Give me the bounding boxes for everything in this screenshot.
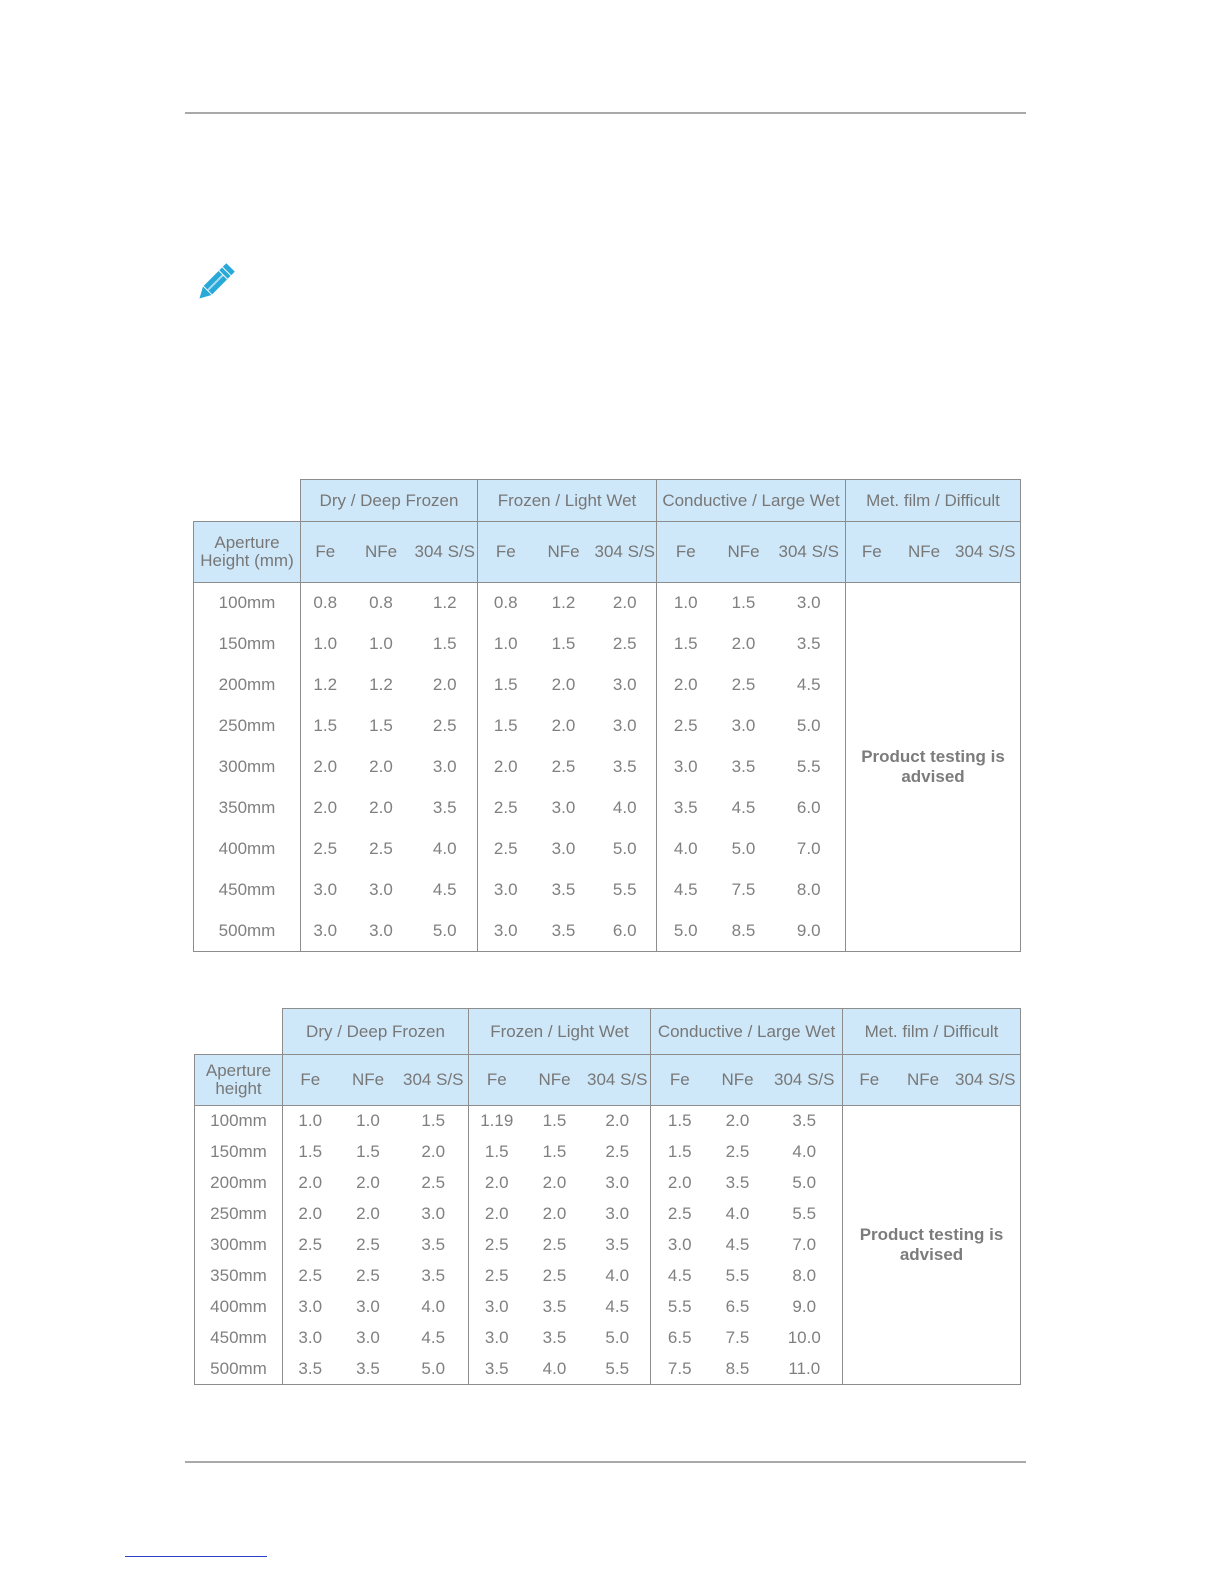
- row-label: 350mm: [194, 788, 301, 829]
- cell: 5.5: [594, 870, 657, 911]
- group-header: Dry / Deep Frozen: [283, 1009, 469, 1055]
- column-header: 304 S/S: [951, 1055, 1021, 1106]
- cell: 3.5: [534, 911, 594, 952]
- table-row: [195, 1106, 1021, 1137]
- cell: 1.0: [493, 634, 518, 653]
- cell: 4.0: [399, 1292, 469, 1323]
- cell: 7.5: [731, 880, 756, 899]
- cell: 3.5: [283, 1354, 338, 1385]
- cell: 3.0: [298, 1297, 323, 1316]
- cell: 5.5: [767, 1199, 843, 1230]
- column-header: NFe: [350, 522, 413, 583]
- row-label: 250mm: [195, 1199, 283, 1230]
- cell: 2.0: [731, 634, 756, 653]
- cell: 5.0: [399, 1354, 469, 1385]
- cell: 4.5: [773, 665, 846, 706]
- row-label: 150mm: [195, 1137, 283, 1168]
- cell: 2.5: [551, 757, 576, 776]
- row-label: 300mm: [194, 747, 301, 788]
- group-header: Conductive / Large Wet: [651, 1009, 843, 1055]
- cell: 7.0: [767, 1230, 843, 1261]
- cell: 2.5: [731, 675, 756, 694]
- cell: 0.8: [313, 593, 338, 613]
- cell: 5.0: [594, 829, 657, 870]
- cell: 4.5: [667, 1266, 692, 1285]
- cell: 3.0: [369, 880, 393, 899]
- column-header: 304 S/S: [585, 1055, 651, 1106]
- cell: 4.5: [731, 798, 756, 817]
- cell: 8.0: [767, 1261, 843, 1292]
- cell: 2.0: [551, 716, 576, 735]
- cell: 1.5: [667, 1142, 692, 1161]
- cell: 2.5: [542, 1266, 567, 1285]
- cell: 2.5: [542, 1235, 567, 1254]
- column-header: 304 S/S: [773, 522, 846, 583]
- cell: 1.5: [369, 716, 393, 735]
- cell: 1.0: [313, 634, 338, 653]
- cell: 3.0: [356, 1297, 380, 1316]
- cell: 2.5: [356, 1235, 380, 1254]
- footer-underline: [125, 1556, 267, 1557]
- cell: 3.5: [542, 1328, 567, 1347]
- cell: 2.0: [551, 675, 576, 694]
- row-label: 200mm: [194, 665, 301, 706]
- cell: 3.0: [356, 1328, 380, 1347]
- cell: 1.0: [673, 593, 698, 613]
- cell: 3.0: [585, 1199, 651, 1230]
- cell: 1.0: [356, 1111, 380, 1131]
- cell: 3.5: [725, 1173, 750, 1192]
- column-header: NFe: [534, 522, 594, 583]
- cell: 2.5: [313, 839, 338, 858]
- cell: 3.0: [731, 716, 756, 735]
- cell: 2.5: [484, 1266, 509, 1285]
- cell: 3.5: [673, 798, 698, 817]
- cell: 3.5: [767, 1106, 843, 1137]
- product-testing-note: Product testing is advised: [846, 583, 1021, 952]
- cell: 4.0: [725, 1204, 750, 1223]
- column-header: NFe: [338, 1055, 399, 1106]
- cell: 2.0: [585, 1106, 651, 1137]
- cell: 3.0: [551, 798, 576, 817]
- column-header: Fe: [478, 522, 534, 583]
- cell: 4.5: [585, 1292, 651, 1323]
- cell: 2.0: [484, 1173, 509, 1192]
- cell: 3.5: [399, 1230, 469, 1261]
- cell: 7.0: [773, 829, 846, 870]
- cell: 8.5: [715, 911, 773, 952]
- cell: 9.0: [773, 911, 846, 952]
- cell: 3.5: [585, 1230, 651, 1261]
- cell: 7.5: [725, 1328, 750, 1347]
- aperture-header: Aperture height: [195, 1055, 283, 1106]
- cell: 1.5: [493, 716, 518, 735]
- column-header: Fe: [843, 1055, 896, 1106]
- cell: 3.0: [313, 880, 338, 899]
- cell: 3.0: [413, 747, 478, 788]
- cell: 10.0: [767, 1323, 843, 1354]
- cell: 2.0: [594, 583, 657, 624]
- row-label: 400mm: [195, 1292, 283, 1323]
- group-header: Dry / Deep Frozen: [301, 480, 478, 522]
- cell: 3.0: [673, 757, 698, 776]
- cell: 2.5: [484, 1235, 509, 1254]
- cell: 2.0: [356, 1173, 380, 1192]
- cell: 2.0: [725, 1111, 750, 1131]
- cell: 5.0: [731, 839, 756, 858]
- cell: 1.5: [542, 1142, 567, 1161]
- column-header: NFe: [715, 522, 773, 583]
- cell: 4.0: [767, 1137, 843, 1168]
- group-header: Conductive / Large Wet: [657, 480, 846, 522]
- cell: 1.5: [542, 1111, 567, 1131]
- cell: 4.5: [399, 1323, 469, 1354]
- cell: 3.5: [773, 624, 846, 665]
- cell: 1.5: [313, 716, 338, 735]
- cell: 1.5: [673, 634, 698, 653]
- cell: 2.0: [484, 1204, 509, 1223]
- row-label: 200mm: [195, 1168, 283, 1199]
- cell: 2.0: [369, 798, 393, 817]
- cell: 2.5: [725, 1142, 750, 1161]
- group-header: Met. film / Difficult: [846, 480, 1021, 522]
- cell: 3.0: [585, 1168, 651, 1199]
- cell: 3.5: [551, 880, 576, 899]
- cell: 9.0: [767, 1292, 843, 1323]
- cell: 5.0: [773, 706, 846, 747]
- header-rule: [185, 112, 1026, 114]
- cell: 1.0: [298, 1111, 323, 1131]
- cell: 1.5: [399, 1106, 469, 1137]
- cell: 2.0: [298, 1204, 323, 1223]
- cell: 6.0: [594, 911, 657, 952]
- cell: 3.0: [667, 1235, 692, 1254]
- cell: 2.0: [673, 675, 698, 694]
- row-label: 500mm: [194, 911, 301, 952]
- table-row: [194, 583, 1021, 624]
- cell: 5.5: [585, 1354, 651, 1385]
- cell: 4.5: [725, 1235, 750, 1254]
- cell: 2.0: [356, 1204, 380, 1223]
- cell: 1.2: [313, 675, 338, 694]
- cell: 6.5: [725, 1297, 750, 1316]
- column-header: Fe: [283, 1055, 338, 1106]
- cell: 2.5: [356, 1266, 380, 1285]
- column-header: Fe: [469, 1055, 525, 1106]
- cell: 3.5: [413, 788, 478, 829]
- cell: 4.5: [673, 880, 698, 899]
- cell: 1.2: [413, 583, 478, 624]
- cell: 2.5: [298, 1235, 323, 1254]
- cell: 5.5: [725, 1266, 750, 1285]
- cell: 2.5: [673, 716, 698, 735]
- column-header: NFe: [709, 1055, 767, 1106]
- cell: 5.0: [585, 1323, 651, 1354]
- cell: 1.5: [493, 675, 518, 694]
- row-label: 250mm: [194, 706, 301, 747]
- cell: 2.5: [585, 1137, 651, 1168]
- cell: 7.5: [651, 1354, 709, 1385]
- cell: 5.0: [413, 911, 478, 952]
- cell: 2.0: [399, 1137, 469, 1168]
- group-header: Met. film / Difficult: [843, 1009, 1021, 1055]
- cell: 3.0: [594, 665, 657, 706]
- cell: 4.0: [413, 829, 478, 870]
- cell: 3.5: [338, 1354, 399, 1385]
- cell: 1.5: [298, 1142, 323, 1161]
- column-header: 304 S/S: [594, 522, 657, 583]
- cell: 2.0: [542, 1173, 567, 1192]
- cell: 3.5: [594, 747, 657, 788]
- cell: 4.0: [585, 1261, 651, 1292]
- cell: 1.5: [356, 1142, 380, 1161]
- cell: 1.2: [551, 593, 576, 613]
- sensitivity-table-2: [194, 1008, 1021, 1385]
- cell: 0.8: [369, 593, 393, 613]
- cell: 3.5: [731, 757, 756, 776]
- cell: 3.5: [399, 1261, 469, 1292]
- row-label: 450mm: [194, 870, 301, 911]
- row-label: 100mm: [195, 1106, 283, 1137]
- cell: 2.0: [369, 757, 393, 776]
- cell: 6.5: [667, 1328, 692, 1347]
- row-label: 100mm: [194, 583, 301, 624]
- aperture-header: Aperture Height (mm): [194, 522, 301, 583]
- group-header: Frozen / Light Wet: [469, 1009, 651, 1055]
- cell: 3.5: [542, 1297, 567, 1316]
- footer-rule: [185, 1461, 1026, 1463]
- column-header: NFe: [896, 1055, 951, 1106]
- cell: 3.0: [594, 706, 657, 747]
- row-label: 350mm: [195, 1261, 283, 1292]
- column-header: NFe: [898, 522, 951, 583]
- column-header: 304 S/S: [413, 522, 478, 583]
- cell: 2.5: [369, 839, 393, 858]
- cell: 3.0: [298, 1328, 323, 1347]
- product-testing-note: Product testing is advised: [843, 1106, 1021, 1385]
- cell: 2.0: [493, 757, 518, 776]
- cell: 3.0: [399, 1199, 469, 1230]
- cell: 8.5: [709, 1354, 767, 1385]
- corner-blank: [194, 480, 301, 522]
- cell: 1.5: [484, 1142, 509, 1161]
- column-header: 304 S/S: [767, 1055, 843, 1106]
- cell: 6.0: [773, 788, 846, 829]
- sensitivity-table-1: [193, 479, 1021, 952]
- cell: 5.5: [773, 747, 846, 788]
- cell: 2.5: [399, 1168, 469, 1199]
- cell: 2.5: [493, 839, 518, 858]
- cell: 2.0: [313, 757, 338, 776]
- cell: 3.0: [478, 911, 534, 952]
- column-header: Fe: [301, 522, 350, 583]
- column-header: 304 S/S: [399, 1055, 469, 1106]
- cell: 5.5: [667, 1297, 692, 1316]
- cell: 2.0: [413, 665, 478, 706]
- pencil-icon: [192, 260, 238, 306]
- cell: 1.0: [369, 634, 393, 653]
- group-header: Frozen / Light Wet: [478, 480, 657, 522]
- cell: 3.0: [350, 911, 413, 952]
- cell: 5.0: [657, 911, 715, 952]
- row-label: 300mm: [195, 1230, 283, 1261]
- cell: 1.5: [413, 624, 478, 665]
- cell: 2.5: [667, 1204, 692, 1223]
- cell: 3.0: [773, 583, 846, 624]
- column-header: Fe: [651, 1055, 709, 1106]
- column-header: Fe: [657, 522, 715, 583]
- cell: 4.5: [413, 870, 478, 911]
- column-header: Fe: [846, 522, 898, 583]
- cell: 4.0: [594, 788, 657, 829]
- cell: 2.5: [298, 1266, 323, 1285]
- cell: 2.5: [594, 624, 657, 665]
- row-label: 450mm: [195, 1323, 283, 1354]
- row-label: 500mm: [195, 1354, 283, 1385]
- cell: 1.5: [551, 634, 576, 653]
- cell: 3.0: [484, 1297, 509, 1316]
- cell: 2.5: [493, 798, 518, 817]
- cell: 1.2: [369, 675, 393, 694]
- cell: 11.0: [767, 1354, 843, 1385]
- cell: 5.0: [767, 1168, 843, 1199]
- row-label: 150mm: [194, 624, 301, 665]
- cell: 2.5: [413, 706, 478, 747]
- cell: 3.5: [469, 1354, 525, 1385]
- cell: 2.0: [298, 1173, 323, 1192]
- cell: 1.5: [667, 1111, 692, 1131]
- cell: 1.19: [480, 1111, 514, 1131]
- cell: 2.0: [313, 798, 338, 817]
- cell: 4.0: [525, 1354, 585, 1385]
- cell: 1.5: [731, 593, 756, 613]
- cell: 2.0: [667, 1173, 692, 1192]
- cell: 2.0: [542, 1204, 567, 1223]
- row-label: 400mm: [194, 829, 301, 870]
- cell: 3.0: [551, 839, 576, 858]
- cell: 3.0: [493, 880, 518, 899]
- corner-blank: [195, 1009, 283, 1055]
- cell: 8.0: [773, 870, 846, 911]
- cell: 4.0: [673, 839, 698, 858]
- column-header: 304 S/S: [951, 522, 1021, 583]
- cell: 0.8: [493, 593, 518, 613]
- cell: 3.0: [301, 911, 350, 952]
- column-header: NFe: [525, 1055, 585, 1106]
- cell: 3.0: [484, 1328, 509, 1347]
